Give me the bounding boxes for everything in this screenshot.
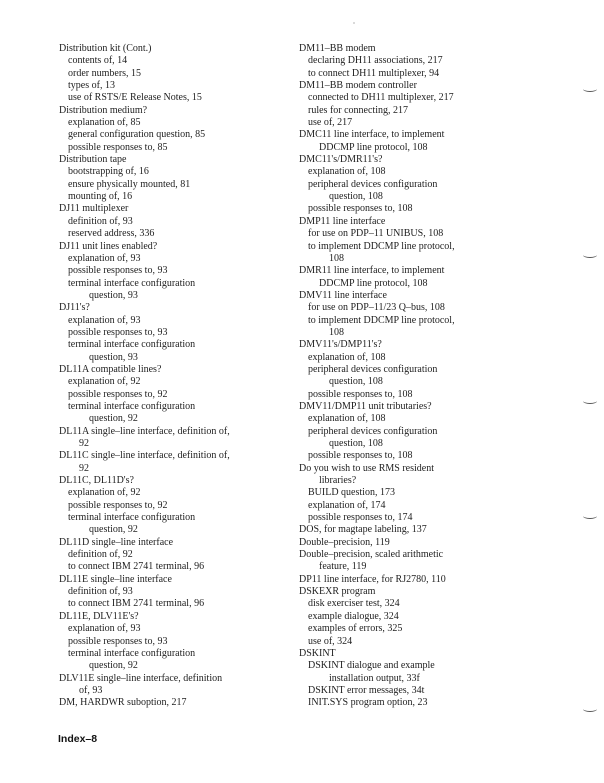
index-heading: DMV11's/DMP11's? (299, 339, 382, 351)
scan-speck (353, 22, 355, 24)
index-subentry: possible responses to, 108 (308, 203, 413, 215)
index-subentry: DSKINT dialogue and example (308, 660, 435, 672)
index-subentry: 108 (329, 326, 344, 338)
index-subentry: terminal interface configuration (68, 647, 196, 659)
index-heading: DMP11 line interface (299, 215, 386, 227)
index-subentry: INIT.SYS program option, 23 (308, 697, 428, 709)
index-subentry: DDCMP line protocol, 108 (319, 141, 428, 153)
index-heading: DL11E, DLV11E's? (59, 610, 139, 622)
index-subentry: to implement DDCMP line protocol, (308, 314, 455, 326)
index-heading: DMC11's/DMR11's? (299, 154, 383, 166)
index-subentry: example dialogue, 324 (308, 610, 399, 622)
index-subentry: definition of, 93 (68, 215, 133, 227)
index-subentry: 92 (79, 462, 89, 474)
index-subentry: reserved address, 336 (68, 228, 155, 240)
index-heading: DLV11E single–line interface, definition (59, 672, 223, 684)
index-subentry: order numbers, 15 (68, 67, 142, 79)
index-subentry: feature, 119 (319, 561, 367, 573)
index-heading: DL11C single–line interface, definition of, (59, 450, 230, 462)
index-subentry: possible responses to, 93 (68, 265, 168, 277)
index-heading: DOS, for magtape labeling, 137 (299, 524, 427, 536)
index-heading: DL11D single–line interface (59, 536, 174, 548)
margin-mark (583, 706, 597, 712)
index-subentry: to connect DH11 multiplexer, 94 (308, 67, 440, 79)
index-subentry: contents of, 14 (68, 55, 128, 67)
index-subentry: explanation of, 92 (68, 487, 141, 499)
index-subentry: use of, 217 (308, 117, 353, 129)
index-subentry: peripheral devices configuration (308, 178, 438, 190)
index-subentry: question, 92 (89, 524, 138, 536)
index-subentry: declaring DH11 associations, 217 (308, 55, 443, 67)
index-heading: DM11–BB modem controller (299, 80, 417, 92)
index-subentry: DSKINT error messages, 34t (308, 684, 425, 696)
index-subentry: to implement DDCMP line protocol, (308, 240, 455, 252)
index-subentry: question, 108 (329, 191, 383, 203)
index-heading: Distribution tape (59, 154, 127, 166)
index-subentry: question, 108 (329, 438, 383, 449)
index-subentry: question, 92 (89, 660, 138, 672)
index-left-column (59, 43, 291, 710)
index-heading: DJ11 unit lines enabled? (59, 240, 158, 252)
index-subentry: possible responses to, 92 (68, 388, 168, 400)
index-heading: DSKEXR program (299, 586, 376, 598)
index-heading: DMV11/DMP11 unit tributaries? (299, 400, 432, 412)
index-heading: DMR11 line interface, to implement (299, 265, 445, 277)
index-subentry: types of, 13 (68, 80, 115, 92)
index-subentry: explanation of, 108 (308, 166, 386, 178)
index-subentry: possible responses to, 108 (308, 450, 413, 462)
index-subentry: installation output, 33f (329, 672, 420, 684)
index-subentry: terminal interface configuration (68, 400, 196, 412)
index-subentry: possible responses to, 85 (68, 141, 168, 153)
index-heading: Distribution kit (Cont.) (59, 43, 152, 54)
index-subentry: question, 93 (89, 289, 138, 301)
page-footer-label: Index–8 (58, 733, 98, 745)
index-heading: Double–precision, scaled arithmetic (299, 549, 444, 561)
index-heading: DL11A single–line interface, definition of, (59, 425, 230, 437)
index-subentry: explanation of, 92 (68, 376, 141, 388)
index-subentry: terminal interface configuration (68, 339, 196, 351)
index-subentry: explanation of, 93 (68, 623, 141, 635)
index-heading: DM11–BB modem (299, 43, 376, 54)
index-heading: DMV11 line interface (299, 289, 387, 301)
index-subentry: mounting of, 16 (68, 191, 133, 203)
index-subentry: possible responses to, 174 (308, 512, 413, 524)
index-subentry: explanation of, 93 (68, 314, 141, 326)
margin-mark (583, 252, 597, 258)
index-subentry: possible responses to, 108 (308, 388, 413, 400)
index-heading: DM, HARDWR suboption, 217 (59, 697, 187, 709)
index-subentry: rules for connecting, 217 (308, 104, 408, 116)
index-subentry: peripheral devices configuration (308, 363, 438, 375)
index-subentry: to connect IBM 2741 terminal, 96 (68, 598, 205, 610)
index-subentry: general configuration question, 85 (68, 129, 206, 141)
index-heading: DL11E single–line interface (59, 573, 172, 585)
index-heading: DSKINT (299, 647, 336, 659)
index-subentry: bootstrapping of, 16 (68, 166, 149, 178)
index-heading: DP11 line interface, for RJ2780, 110 (299, 573, 446, 585)
index-subentry: use of RSTS/E Release Notes, 15 (68, 92, 202, 104)
index-subentry: question, 108 (329, 376, 383, 388)
index-subentry: use of, 324 (308, 635, 353, 647)
index-heading: DL11A compatible lines? (59, 363, 162, 375)
index-subentry: 108 (329, 252, 344, 264)
index-subentry: definition of, 93 (68, 586, 133, 598)
index-heading: Double–precision, 119 (299, 536, 390, 548)
index-subentry: DDCMP line protocol, 108 (319, 277, 428, 289)
index-subentry: possible responses to, 92 (68, 499, 168, 511)
index-heading: DJ11 multiplexer (59, 203, 129, 215)
index-subentry: of, 93 (79, 684, 103, 696)
index-subentry: possible responses to, 93 (68, 326, 168, 338)
index-subentry: question, 92 (89, 413, 138, 425)
margin-mark (583, 86, 597, 92)
index-subentry: definition of, 92 (68, 549, 133, 561)
index-subentry: terminal interface configuration (68, 512, 196, 524)
index-right-column (299, 43, 549, 710)
index-subentry: explanation of, 108 (308, 351, 386, 363)
index-subentry: peripheral devices configuration (308, 425, 438, 437)
index-heading: DMC11 line interface, to implement (299, 129, 445, 141)
index-subentry: ensure physically mounted, 81 (68, 178, 191, 190)
index-subentry: to connect IBM 2741 terminal, 96 (68, 561, 205, 573)
index-subentry: for use on PDP–11 UNIBUS, 108 (308, 228, 444, 240)
margin-mark (583, 398, 597, 404)
index-subentry: 92 (79, 438, 89, 449)
index-heading: DJ11's? (59, 302, 90, 314)
index-subentry: disk exerciser test, 324 (308, 598, 400, 610)
margin-mark (583, 513, 597, 519)
index-heading: Distribution medium? (59, 104, 148, 116)
index-subentry: explanation of, 174 (308, 499, 386, 511)
index-subentry: possible responses to, 93 (68, 635, 168, 647)
index-subentry: libraries? (319, 475, 357, 487)
index-subentry: connected to DH11 multiplexer, 217 (308, 92, 454, 104)
index-heading: Do you wish to use RMS resident (299, 462, 434, 474)
index-heading: DL11C, DL11D's? (59, 475, 134, 487)
index-subentry: for use on PDP–11/23 Q–bus, 108 (308, 302, 445, 314)
index-subentry: explanation of, 85 (68, 117, 141, 129)
index-subentry: explanation of, 93 (68, 252, 141, 264)
index-subentry: explanation of, 108 (308, 413, 386, 425)
index-subentry: examples of errors, 325 (308, 623, 403, 635)
index-subentry: BUILD question, 173 (308, 487, 395, 499)
index-subentry: question, 93 (89, 351, 138, 363)
index-subentry: terminal interface configuration (68, 277, 196, 289)
